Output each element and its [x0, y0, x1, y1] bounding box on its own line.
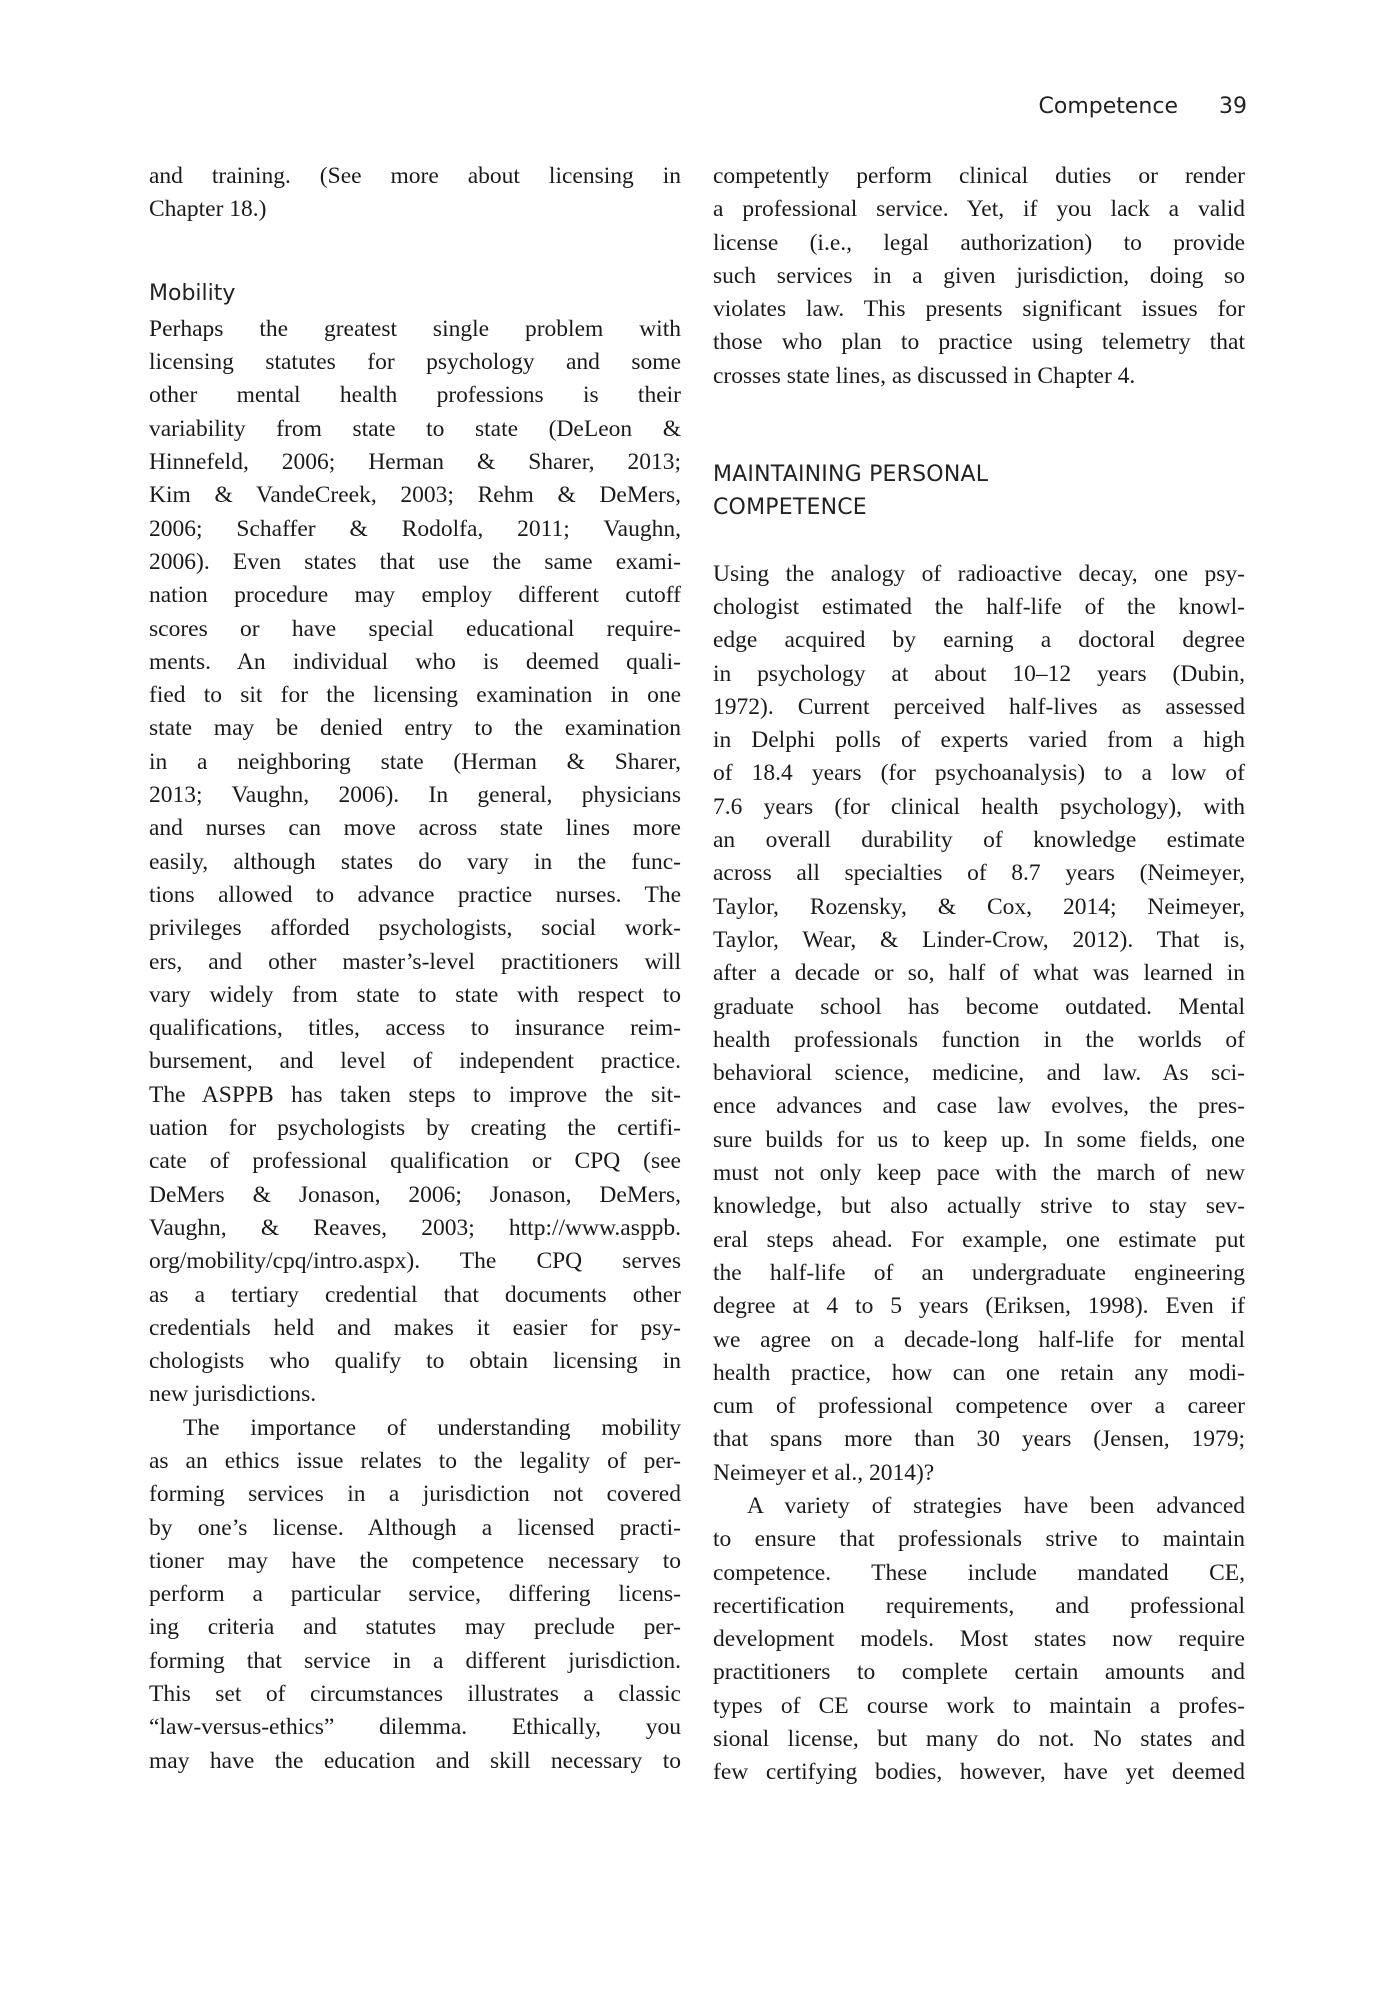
text-line: chologist estimated the half-life of the knowl-	[713, 593, 1245, 620]
text-line: uation for psychologists by creating the certifi-	[149, 1115, 681, 1142]
text-line: Perhaps the greatest single problem with	[149, 315, 681, 342]
text-line: to ensure that professionals strive to maintain	[713, 1526, 1245, 1553]
mobility-paragraph-2	[149, 1412, 681, 1778]
text-line: new jurisdictions.	[149, 1381, 317, 1408]
text-line: DeMers & Jonason, 2006; Jonason, DeMers,	[149, 1181, 681, 1208]
text-line: we agree on a decade-long half-life for mental	[713, 1326, 1245, 1353]
text-line: Taylor, Wear, & Linder-Crow, 2012). That is,	[713, 926, 1245, 953]
text-line: as an ethics issue relates to the legality of per-	[149, 1447, 681, 1474]
text-line: other mental health professions is their	[149, 382, 681, 409]
text-line: ence advances and case law evolves, the pres-	[713, 1093, 1245, 1120]
text-line: The ASPPB has taken steps to improve the sit-	[149, 1081, 681, 1108]
text-line: may have the education and skill necessary to	[149, 1747, 681, 1774]
text-line: edge acquired by earning a doctoral degree	[713, 627, 1245, 654]
text-line: must not only keep pace with the march of new	[713, 1160, 1245, 1187]
text-line: Taylor, Rozensky, & Cox, 2014; Neimeyer,	[713, 893, 1245, 920]
text-line: the half-life of an undergraduate engineering	[713, 1259, 1245, 1286]
text-line: types of CE course work to maintain a profes-	[713, 1692, 1245, 1719]
text-line: such services in a given jurisdiction, doing so	[713, 262, 1245, 289]
text-line: tioner may have the competence necessary to	[149, 1547, 681, 1574]
text-line: easily, although states do vary in the func-	[149, 848, 681, 875]
text-line: 1972). Current perceived half-lives as assessed	[713, 693, 1245, 720]
running-head-title: Competence	[1038, 94, 1178, 119]
text-line: org/mobility/cpq/intro.aspx). The CPQ serves	[149, 1248, 681, 1275]
intro-paragraph	[149, 160, 681, 227]
text-line: in psychology at about 10–12 years (Dubin,	[713, 660, 1245, 687]
text-line: tions allowed to advance practice nurses. The	[149, 881, 681, 908]
text-line: 7.6 years (for clinical health psychology), with	[713, 793, 1245, 820]
text-line: variability from state to state (DeLeon &	[149, 415, 681, 442]
text-line: This set of circumstances illustrates a classic	[149, 1681, 681, 1708]
text-line: cate of professional qualification or CPQ (see	[149, 1148, 681, 1175]
text-line: sional license, but many do not. No states and	[713, 1726, 1245, 1753]
text-line: licensing statutes for psychology and some	[149, 349, 681, 376]
text-line: behavioral science, medicine, and law. As sci-	[713, 1060, 1245, 1087]
text-line: eral steps ahead. For example, one estimate put	[713, 1226, 1245, 1253]
right-column	[713, 160, 1245, 1790]
text-line: those who plan to practice using telemetry that	[713, 329, 1245, 356]
left-column	[149, 160, 681, 1778]
section-heading-maintaining-competence	[713, 458, 1245, 525]
text-line: state may be denied entry to the examination	[149, 715, 681, 742]
text-line: as a tertiary credential that documents other	[149, 1281, 681, 1308]
text-line: vary widely from state to state with respect to	[149, 981, 681, 1008]
competence-paragraph-1	[713, 558, 1245, 1490]
text-line: forming services in a jurisdiction not covered	[149, 1481, 681, 1508]
text-line: ers, and other master’s-level practitioners will	[149, 948, 681, 975]
text-line: practitioners to complete certain amounts and	[713, 1659, 1245, 1686]
text-line: degree at 4 to 5 years (Eriksen, 1998). Even if	[713, 1293, 1245, 1320]
text-line: graduate school has become outdated. Mental	[713, 993, 1245, 1020]
text-line: scores or have special educational require-	[149, 615, 681, 642]
text-line: license (i.e., legal authorization) to provide	[713, 229, 1245, 256]
text-line: competence. These include mandated CE,	[713, 1559, 1245, 1586]
text-line: in Delphi polls of experts varied from a high	[713, 727, 1245, 754]
text-line: an overall durability of knowledge estimate	[713, 827, 1245, 854]
text-line: “law-versus-ethics” dilemma. Ethically, you	[149, 1714, 681, 1741]
text-line: knowledge, but also actually strive to stay sev-	[713, 1193, 1245, 1220]
text-line: cum of professional competence over a career	[713, 1393, 1245, 1420]
text-line: ments. An individual who is deemed quali-	[149, 648, 681, 675]
text-line: 2006). Even states that use the same exami-	[149, 548, 681, 575]
text-line: and training. (See more about licensing in	[149, 163, 681, 189]
text-line: Hinnefeld, 2006; Herman & Sharer, 2013;	[149, 449, 681, 476]
continued-paragraph	[713, 160, 1245, 393]
text-line: 2006; Schaffer & Rodolfa, 2011; Vaughn,	[149, 515, 681, 542]
text-line: Vaughn, & Reaves, 2003; http://www.asppb.	[149, 1214, 681, 1241]
text-line: development models. Most states now require	[713, 1626, 1245, 1653]
text-line: health professionals function in the worlds of	[713, 1026, 1245, 1053]
text-line: ing criteria and statutes may preclude per-	[149, 1614, 681, 1641]
text-line: Neimeyer et al., 2014)?	[713, 1459, 935, 1486]
text-line: nation procedure may employ different cutoff	[149, 582, 681, 609]
text-line: violates law. This presents significant issues for	[713, 296, 1245, 323]
text-line: forming that service in a different jurisdiction.	[149, 1647, 681, 1674]
text-line: credentials held and makes it easier for psy-	[149, 1314, 681, 1341]
text-line: few certifying bodies, however, have yet deemed	[713, 1759, 1245, 1786]
text-line: competently perform clinical duties or render	[713, 163, 1245, 189]
text-line: privileges afforded psychologists, social work-	[149, 915, 681, 942]
section-heading-mobility: Mobility	[149, 280, 236, 306]
page-number: 39	[1219, 94, 1247, 119]
text-line: after a decade or so, half of what was learned in	[713, 960, 1245, 987]
text-line: of 18.4 years (for psychoanalysis) to a low of	[713, 760, 1245, 787]
text-line: Chapter 18.)	[149, 196, 267, 223]
section-heading-line: MAINTAINING PERSONAL	[713, 462, 989, 488]
text-line: a professional service. Yet, if you lack a valid	[713, 196, 1245, 223]
text-line: qualifications, titles, access to insurance reim-	[149, 1015, 681, 1042]
text-line: Kim & VandeCreek, 2003; Rehm & DeMers,	[149, 482, 681, 509]
text-line: The importance of understanding mobility	[183, 1414, 681, 1441]
text-line: that spans more than 30 years (Jensen, 1979;	[713, 1426, 1245, 1453]
text-line: and nurses can move across state lines more	[149, 815, 681, 842]
text-line: sure builds for us to keep up. In some fields, one	[713, 1126, 1245, 1153]
text-line: 2013; Vaughn, 2006). In general, physicians	[149, 782, 681, 809]
text-line: across all specialties of 8.7 years (Neimeyer,	[713, 860, 1245, 887]
running-head	[1039, 94, 1248, 119]
text-line: bursement, and level of independent practice.	[149, 1048, 681, 1075]
text-line: perform a particular service, differing licens-	[149, 1581, 681, 1608]
mobility-paragraph-1	[149, 313, 681, 1412]
text-line: chologists who qualify to obtain licensing in	[149, 1348, 681, 1375]
text-line: Using the analogy of radioactive decay, one psy-	[713, 560, 1245, 587]
text-line: crosses state lines, as discussed in Chapter 4.	[713, 362, 1136, 389]
text-line: in a neighboring state (Herman & Sharer,	[149, 748, 681, 775]
competence-paragraph-2	[713, 1490, 1245, 1790]
text-line: recertification requirements, and professional	[713, 1592, 1245, 1619]
text-line: by one’s license. Although a licensed practi-	[149, 1514, 681, 1541]
text-line: fied to sit for the licensing examination in one	[149, 682, 681, 709]
section-heading-line: COMPETENCE	[713, 495, 867, 521]
text-line: health practice, how can one retain any modi-	[713, 1359, 1245, 1386]
text-line: A variety of strategies have been advanced	[747, 1492, 1245, 1519]
